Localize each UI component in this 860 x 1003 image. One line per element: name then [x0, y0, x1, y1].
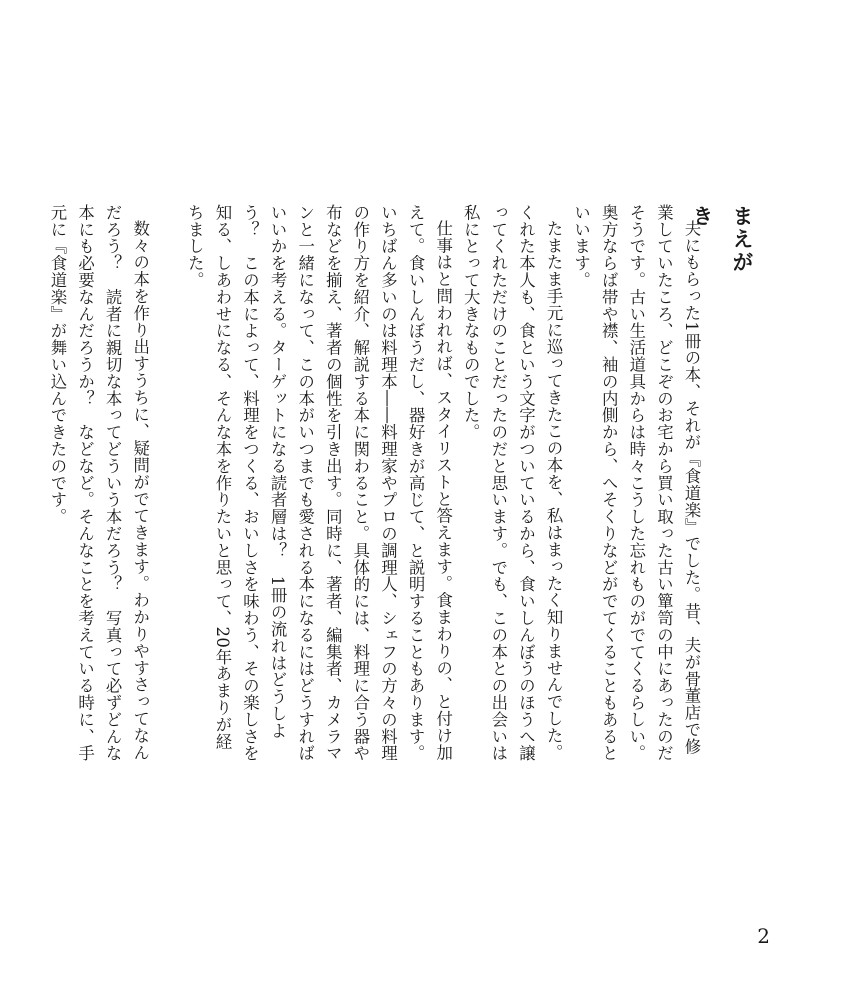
- body-text: [47, 204, 705, 764]
- chapter-title: まえがき: [690, 205, 755, 274]
- paragraph-4: 数々の本を作り出すうちに、疑問がでてきます。わかりやすさってなんだろう？ 読者に親切な本ってどういう本だろう？ 写真って必ずどんな本にも必要なんだろうか？ などなど。そんなことを考えている時に、手元に『食道楽』が舞い込んできたのです。: [47, 204, 150, 762]
- paragraph-1: 夫にもらった1冊の本、それが『食道楽』でした。昔、夫が骨董店で修業していたころ、どこぞのお宅から買い取った古い簞笥の中にあったのだそうです。古い生活道具からは時々こうした忘れものがでてくるらしい。奥方ならば帯や襟、袖の内側から、へそくりなどがでてくることもあるといいます。: [571, 204, 701, 762]
- paragraph-3: 仕事はと問われれば、スタイリストと答えます。食まわりの、と付け加えて。食いしんぼうだし、器好きが高じて、と説明することもあります。いちばん多いのは料理本――料理家やプロの調理人、シェフの方々の料理の作り方を紹介、解説する本に関わること。具体的には、料理に合う器や布などを揃え、著者の個性を引き出す。同時に、著者、編集者、カメラマンと一緒になって、この本がいつまでも愛される本になるにはどうすればいいかを考える。ターゲットになる読者層は？ 1冊の流れはどうしよう？ この本によって、料理をつくる、おいしさを味わう、その楽しさを知る、しあわせになる、そんな本を作りたいと思って、20年あまりが経ちました。: [185, 204, 453, 762]
- paragraph-2: たまたま手元に巡ってきたこの本を、私はまったく知りませんでした。くれた本人も、食という文字がついているから、食いしんぼうのほうへ譲ってくれただけのことだったのだと思います。でも、この本との出会いは私にとって大きなものでした。: [461, 204, 564, 762]
- page-number: 2: [757, 924, 770, 948]
